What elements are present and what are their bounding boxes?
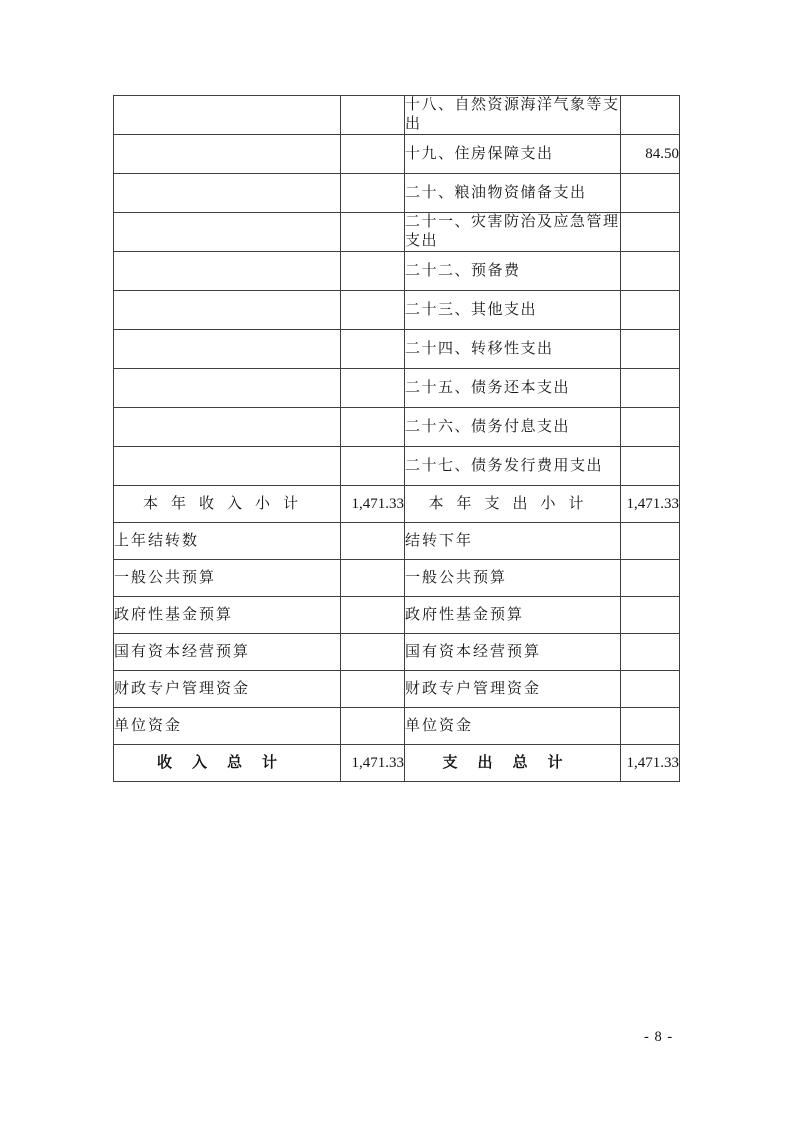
right-item-cell: 二十二、预备费 [405,252,621,291]
table-row [114,671,680,708]
left-item-cell [114,369,341,408]
expenditure-subtotal-label-cell: 本年支出小计 [405,486,621,523]
right-value-cell [621,597,680,634]
page-number: - 8 - [644,1029,674,1045]
right-value-cell [621,447,680,486]
left-item-cell [114,291,341,330]
left-item-cell [114,447,341,486]
left-item-cell: 一般公共预算 [114,560,341,597]
left-value-cell [341,671,405,708]
right-item-cell: 二十六、债务付息支出 [405,408,621,447]
left-item-cell [114,252,341,291]
budget-table [113,95,680,782]
right-value-cell [621,523,680,560]
expenditure-total-label-cell: 支出总计 [405,745,621,782]
left-item-cell: 政府性基金预算 [114,597,341,634]
right-value-cell [621,408,680,447]
right-item-cell: 十九、住房保障支出 [405,135,621,174]
table-row [114,634,680,671]
income-subtotal-value-cell: 1,471.33 [341,486,405,523]
carryover-row [114,523,680,560]
right-value-cell [621,330,680,369]
right-value-cell [621,671,680,708]
left-value-cell [341,291,405,330]
table-row [114,369,680,408]
table-row [114,174,680,213]
left-item-cell: 国有资本经营预算 [114,634,341,671]
right-item-cell: 二十四、转移性支出 [405,330,621,369]
right-item-cell: 十八、自然资源海洋气象等支出 [405,96,621,135]
table-row [114,291,680,330]
left-value-cell [341,252,405,291]
left-item-cell [114,408,341,447]
table-row [114,252,680,291]
table-row [114,213,680,252]
left-item-cell [114,213,341,252]
expenditure-subtotal-value-cell: 1,471.33 [621,486,680,523]
left-value-cell [341,96,405,135]
table-row [114,597,680,634]
income-total-value-cell: 1,471.33 [341,745,405,782]
right-value-cell [621,213,680,252]
left-value-cell [341,597,405,634]
left-value-cell [341,369,405,408]
table-row [114,447,680,486]
expenditure-total-value-cell: 1,471.33 [621,745,680,782]
left-value-cell [341,634,405,671]
left-item-cell [114,174,341,213]
left-value-cell [341,408,405,447]
right-value-cell [621,634,680,671]
right-value-cell [621,96,680,135]
left-item-cell: 财政专户管理资金 [114,671,341,708]
left-item-cell [114,135,341,174]
right-item-cell: 二十三、其他支出 [405,291,621,330]
right-item-cell: 二十一、灾害防治及应急管理支出 [405,213,621,252]
left-value-cell [341,560,405,597]
left-value-cell [341,174,405,213]
right-value-cell [621,174,680,213]
right-value-cell: 84.50 [621,135,680,174]
left-value-cell [341,135,405,174]
right-item-cell: 二十五、债务还本支出 [405,369,621,408]
left-item-cell: 单位资金 [114,708,341,745]
total-row [114,745,680,782]
left-value-cell [341,708,405,745]
carryover-prev-label-cell: 上年结转数 [114,523,341,560]
left-value-cell [341,523,405,560]
right-item-cell: 单位资金 [405,708,621,745]
income-subtotal-label-cell: 本年收入小计 [114,486,341,523]
right-value-cell [621,560,680,597]
right-value-cell [621,252,680,291]
table-row [114,330,680,369]
table-row [114,96,680,135]
left-item-cell [114,96,341,135]
left-value-cell [341,213,405,252]
left-value-cell [341,330,405,369]
carryover-next-label-cell: 结转下年 [405,523,621,560]
right-item-cell: 财政专户管理资金 [405,671,621,708]
income-total-label-cell: 收入总计 [114,745,341,782]
right-item-cell: 二十、粮油物资储备支出 [405,174,621,213]
right-item-cell: 国有资本经营预算 [405,634,621,671]
left-item-cell [114,330,341,369]
table-row [114,708,680,745]
right-value-cell [621,708,680,745]
subtotal-row [114,486,680,523]
table-row [114,560,680,597]
right-item-cell: 一般公共预算 [405,560,621,597]
right-item-cell: 政府性基金预算 [405,597,621,634]
right-item-cell: 二十七、债务发行费用支出 [405,447,621,486]
table-row [114,408,680,447]
right-value-cell [621,291,680,330]
right-value-cell [621,369,680,408]
left-value-cell [341,447,405,486]
table-row [114,135,680,174]
